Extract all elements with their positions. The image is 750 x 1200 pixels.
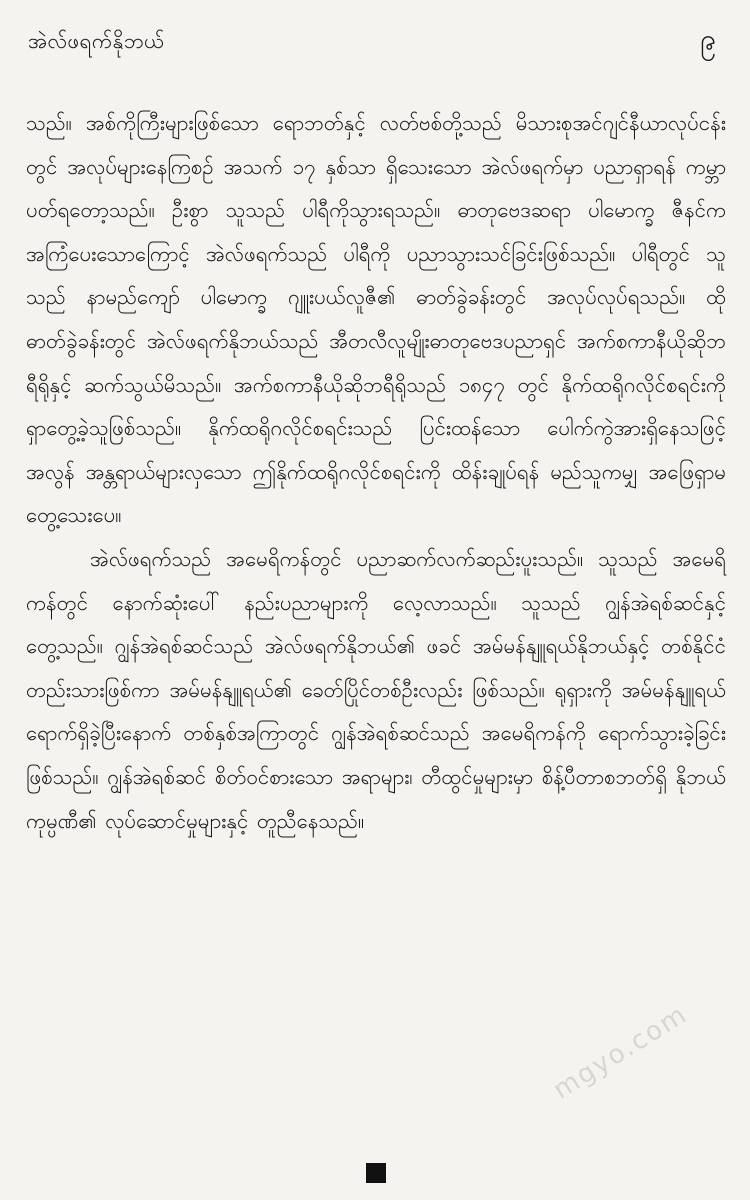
paragraph-1: သည်။ အစ်ကိုကြီးများဖြစ်သော ရောဘတ်နှင့် လတ်ဗစ်တို့သည် မိသားစုအင်ဂျင်နီယာလုပ်ငန်းတွင် အလုပ်များနေကြစဉ် အသက် ၁၇ နှစ်သာ ရှိသေးသော အဲလ်ဖရက်မှာ ပညာရှာရန် ကမ္ဘာပတ်ရတော့သည်။ ဦးစွာ သူသည် ပါရီကိုသွားရသည်။ ဓာတုဗေဒဆရာ ပါမောက္ခ ဇီနင်က အကြံပေးသောကြောင့် အဲလ်ဖရက်သည် ပါရီကို ပညာသွားသင်ခြင်းဖြစ်သည်။ ပါရီတွင် သူသည် နာမည်ကျော် ပါမောက္ခ ဂျူးပယ်လူဇီ၏ ဓာတ်ခွဲခန်းတွင် အလုပ်လုပ်ရသည်။ ထိုဓာတ်ခွဲခန်းတွင် အဲလ်ဖရက်နိုဘယ်သည် အီတလီလူမျိုးဓာတုဗေဒပညာရှင် အက်စကာနီယိုဆိုဘရီရိုနှင့် ဆက်သွယ်မိသည်။ အက်စကာနီယိုဆိုဘရီရိုသည် ၁၈၄၇ တွင် နိုက်ထရိုဂလိုင်စရင်းကို ရှာတွေ့ခဲ့သူဖြစ်သည်။ နိုက်ထရိုဂလိုင်စရင်းသည် ပြင်းထန်သော ပေါက်ကွဲအားရှိနေသဖြင့် အလွန် အန္တရာယ်များလှသော ဤနိုက်ထရိုဂလိုင်စရင်းကို ထိန်းချုပ်ရန် မည်သူကမျှ အဖြေရှာမတွေ့သေးပေ။	[26, 111, 726, 528]
running-header: အဲလ်ဖရက်နိုဘယ်	[28, 29, 165, 53]
end-of-page-square-icon	[366, 1163, 386, 1183]
watermark: mgyo.com	[548, 999, 694, 1106]
body-text	[26, 102, 726, 843]
page-number: ၉	[700, 23, 716, 56]
paragraph-2: အဲလ်ဖရက်သည် အမေရိကန်တွင် ပညာဆက်လက်ဆည်းပူးသည်။ သူသည် အမေရိကန်တွင် နောက်ဆုံးပေါ် နည်းပညာများကို လေ့လာသည်။ သူသည် ဂျွန်အဲရစ်ဆင်နှင့် တွေ့သည်။ ဂျွန်အဲရစ်ဆင်သည် အဲလ်ဖရက်နိုဘယ်၏ ဖခင် အမ်မန်နျူရယ်နိုဘယ်နှင့် တစ်နိုင်ငံတည်းသားဖြစ်ကာ အမ်မန်နျူရယ်၏ ခေတ်ပြိုင်တစ်ဦးလည်း ဖြစ်သည်။ ရုရှားကို အမ်မန်နျူရယ် ရောက်ရှိခဲ့ပြီးနောက် တစ်နှစ်အကြာတွင် ဂျွန်အဲရစ်ဆင်သည် အမေရိကန်ကို ရောက်သွားခဲ့ခြင်းဖြစ်သည်။ ဂျွန်အဲရစ်ဆင် စိတ်ဝင်စားသော အရာများ၊ တီထွင်မှုများမှာ စိန့်ပီတာစဘတ်ရှိ နိုဘယ်ကုမ္ပဏီ၏ လုပ်ဆောင်မှုများနှင့် တူညီနေသည်။	[26, 546, 726, 833]
